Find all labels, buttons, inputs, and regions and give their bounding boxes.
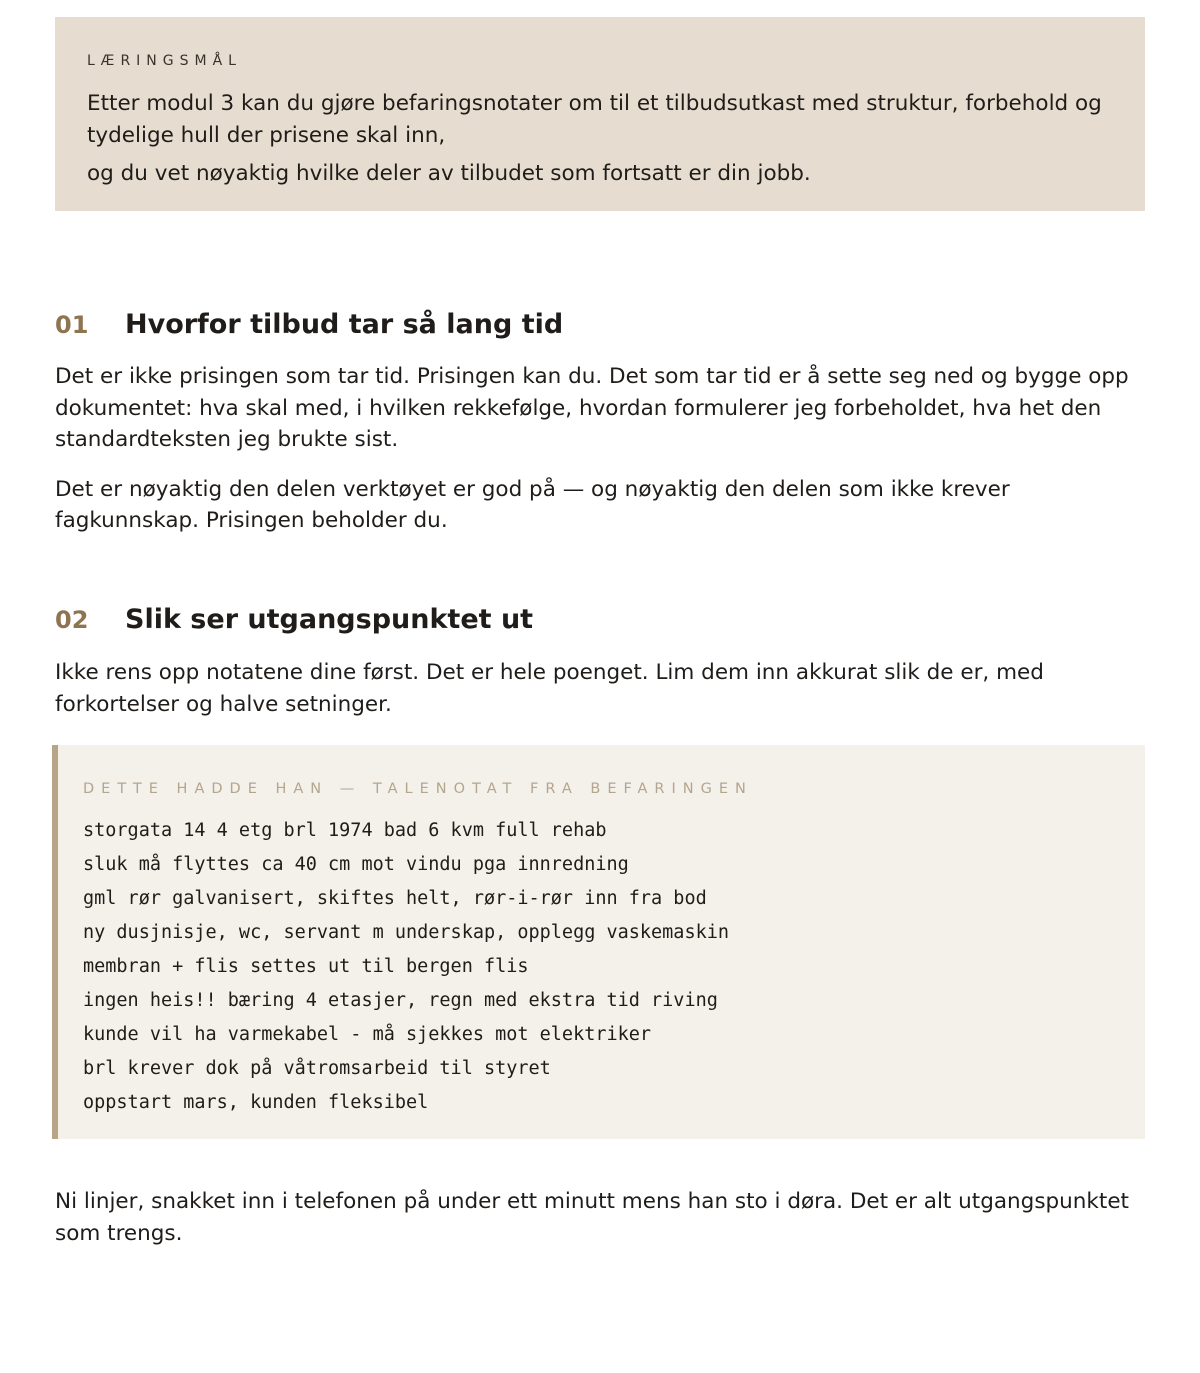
section-title: Slik ser utgangspunktet ut [125,604,534,635]
section-number: 01 [55,311,89,339]
closing-section [55,1186,1145,1249]
section-01 [55,309,1145,537]
section-number: 02 [55,606,89,634]
section-heading [55,604,1145,640]
voice-note-line: storgata 14 4 etg brl 1974 bad 6 kvm full rehab [83,820,607,841]
voice-note-line: sluk må flyttes ca 40 cm mot vindu pga innredning [83,854,629,875]
learning-goal-text: Etter modul 3 kan du gjøre befaringsnotater om til et tilbudsutkast med struktur, forbehold og tydelige hull der prisene skal inn, [87,91,1102,148]
voice-note-line: brl krever dok på våtromsarbeid til styret [83,1058,551,1079]
section-heading [55,309,1145,345]
paragraph: Ikke rens opp notatene dine først. Det er hele poenget. Lim dem inn akkurat slik de er, med forkortelser og halve setninger. [55,660,1044,717]
closing-paragraph: Ni linjer, snakket inn i telefonen på under ett minutt mens han sto i døra. Det er alt utgangspunktet som trengs. [55,1189,1129,1246]
learning-goal-box [55,17,1145,211]
paragraph: Det er ikke prisingen som tar tid. Prisingen kan du. Det som tar tid er å sette seg ned og bygge opp dokumentet: hva skal med, i hvilken rekkefølge, hvordan formulerer jeg forbeholdet, hva het den standardteksten jeg brukte sist. [55,364,1129,452]
section-02 [55,604,1145,720]
learning-goal-label: LÆRINGSMÅL [87,53,242,69]
section-title: Hvorfor tilbud tar så lang tid [125,309,564,340]
voice-note-line: membran + flis settes ut til bergen flis [83,956,529,977]
voice-note-label: DETTE HADDE HAN — TALENOTAT FRA BEFARINGEN [83,781,753,797]
voice-note-box [52,745,1145,1139]
voice-note-line: kunde vil ha varmekabel - må sjekkes mot elektriker [83,1024,652,1045]
paragraph: Det er nøyaktig den delen verktøyet er god på — og nøyaktig den delen som ikke krever fagkunnskap. Prisingen beholder du. [55,476,1010,533]
learning-goal-text-continued: og du vet nøyaktig hvilke deler av tilbudet som fortsatt er din jobb. [87,161,811,186]
voice-note-line: ny dusjnisje, wc, servant m underskap, opplegg vaskemaskin [83,922,730,943]
voice-note-line: oppstart mars, kunden fleksibel [83,1092,429,1113]
voice-note-lines [83,814,1145,1120]
voice-note-line: gml rør galvanisert, skiftes helt, rør-i-rør inn fra bod [83,888,707,909]
voice-note-line: ingen heis!! bæring 4 etasjer, regn med ekstra tid riving [83,990,718,1011]
